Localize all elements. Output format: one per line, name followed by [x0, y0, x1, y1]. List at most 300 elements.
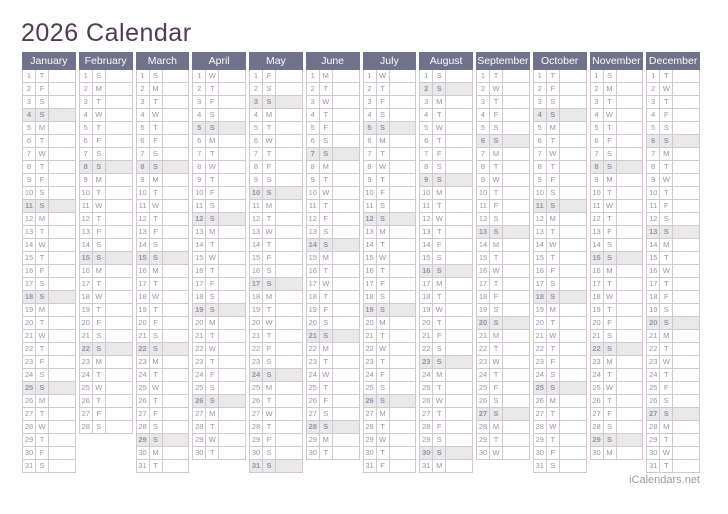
- day-number: 28: [80, 421, 93, 433]
- day-number: 16: [420, 265, 433, 277]
- day-note-cell: [390, 291, 416, 303]
- day-letter: W: [490, 447, 503, 459]
- day-note-cell: [49, 122, 75, 134]
- day-row: [192, 434, 246, 447]
- day-number: 12: [307, 213, 320, 225]
- day-note-cell: [276, 434, 302, 446]
- day-letter: F: [93, 135, 106, 147]
- day-note-cell: [617, 122, 643, 134]
- day-letter: T: [604, 213, 617, 225]
- day-letter: F: [320, 395, 333, 407]
- day-letter: M: [604, 447, 617, 459]
- day-letter: T: [490, 187, 503, 199]
- day-number: 27: [307, 408, 320, 420]
- day-row: [79, 83, 133, 96]
- day-row: [476, 96, 530, 109]
- day-letter: F: [433, 330, 446, 342]
- day-note-cell: [49, 226, 75, 238]
- day-note-cell: [106, 330, 132, 342]
- day-number: 14: [193, 239, 206, 251]
- day-number: 6: [80, 135, 93, 147]
- day-letter: S: [660, 408, 673, 420]
- month-column-december: [646, 52, 700, 473]
- day-note-cell: [219, 122, 245, 134]
- day-letter: T: [660, 252, 673, 264]
- day-row: [590, 109, 644, 122]
- day-note-cell: [390, 70, 416, 82]
- day-row: [533, 330, 587, 343]
- day-number: 14: [307, 239, 320, 251]
- day-row: [22, 460, 76, 473]
- day-number: 8: [250, 161, 263, 173]
- day-letter: T: [433, 408, 446, 420]
- day-note-cell: [390, 252, 416, 264]
- day-row: [306, 265, 360, 278]
- day-row: [136, 200, 190, 213]
- day-letter: S: [150, 330, 163, 342]
- day-row: [419, 278, 473, 291]
- day-row: [136, 161, 190, 174]
- day-number: 3: [307, 96, 320, 108]
- day-letter: T: [320, 447, 333, 459]
- day-note-cell: [617, 187, 643, 199]
- day-note-cell: [49, 356, 75, 368]
- day-letter: W: [150, 291, 163, 303]
- day-number: 27: [477, 408, 490, 420]
- day-row: [590, 187, 644, 200]
- day-letter: T: [490, 369, 503, 381]
- day-note-cell: [106, 252, 132, 264]
- day-number: 4: [80, 109, 93, 121]
- month-header: April: [192, 52, 246, 70]
- day-letter: S: [377, 122, 390, 134]
- day-letter: F: [36, 174, 49, 186]
- day-row: [136, 265, 190, 278]
- day-letter: S: [433, 447, 446, 459]
- day-row: [192, 70, 246, 83]
- day-letter: M: [547, 213, 560, 225]
- day-row: [79, 265, 133, 278]
- day-letter: F: [263, 252, 276, 264]
- month-header: May: [249, 52, 303, 70]
- day-note-cell: [673, 369, 699, 381]
- day-letter: W: [547, 421, 560, 433]
- day-note-cell: [333, 382, 359, 394]
- day-note-cell: [333, 83, 359, 95]
- day-number: 17: [250, 278, 263, 290]
- day-number: 12: [591, 213, 604, 225]
- day-number: 29: [534, 434, 547, 446]
- day-row: [590, 395, 644, 408]
- day-note-cell: [560, 70, 586, 82]
- day-letter: S: [206, 200, 219, 212]
- day-row: [22, 161, 76, 174]
- day-note-cell: [617, 278, 643, 290]
- day-number: 17: [364, 278, 377, 290]
- day-number: 8: [137, 161, 150, 173]
- day-letter: M: [263, 382, 276, 394]
- day-number: 3: [80, 96, 93, 108]
- day-letter: W: [263, 226, 276, 238]
- month-header: June: [306, 52, 360, 70]
- day-note-cell: [673, 421, 699, 433]
- day-row: [79, 317, 133, 330]
- day-row: [22, 265, 76, 278]
- day-letter: S: [263, 96, 276, 108]
- day-letter: T: [604, 304, 617, 316]
- day-row: [22, 96, 76, 109]
- day-row: [363, 317, 417, 330]
- day-note-cell: [503, 148, 529, 160]
- day-note-cell: [163, 213, 189, 225]
- day-letter: F: [604, 317, 617, 329]
- day-number: 10: [591, 187, 604, 199]
- day-letter: T: [547, 226, 560, 238]
- day-number: 12: [647, 213, 660, 225]
- day-row: [590, 200, 644, 213]
- day-note-cell: [673, 291, 699, 303]
- day-letter: F: [433, 421, 446, 433]
- day-letter: T: [547, 252, 560, 264]
- day-letter: T: [36, 317, 49, 329]
- day-row: [192, 421, 246, 434]
- day-note-cell: [446, 226, 472, 238]
- day-note-cell: [219, 135, 245, 147]
- day-note-cell: [106, 70, 132, 82]
- day-letter: T: [660, 434, 673, 446]
- day-row: [419, 122, 473, 135]
- day-note-cell: [163, 291, 189, 303]
- day-note-cell: [560, 174, 586, 186]
- day-row: [79, 382, 133, 395]
- day-row: [363, 434, 417, 447]
- day-row: [590, 213, 644, 226]
- day-number: 24: [364, 369, 377, 381]
- day-number: 18: [80, 291, 93, 303]
- day-row: [306, 226, 360, 239]
- day-number: 21: [307, 330, 320, 342]
- day-note-cell: [333, 96, 359, 108]
- day-row: [646, 356, 700, 369]
- day-row: [419, 135, 473, 148]
- day-letter: S: [377, 304, 390, 316]
- day-note-cell: [333, 278, 359, 290]
- day-letter: W: [150, 200, 163, 212]
- day-letter: S: [490, 317, 503, 329]
- day-letter: F: [377, 369, 390, 381]
- day-note-cell: [163, 278, 189, 290]
- day-note-cell: [276, 122, 302, 134]
- month-column-july: [363, 52, 417, 473]
- day-number: 26: [250, 395, 263, 407]
- day-letter: F: [547, 356, 560, 368]
- day-note-cell: [673, 460, 699, 472]
- day-note-cell: [276, 83, 302, 95]
- day-letter: F: [263, 161, 276, 173]
- day-note-cell: [446, 369, 472, 381]
- day-letter: T: [150, 213, 163, 225]
- day-number: 13: [193, 226, 206, 238]
- day-note-cell: [446, 252, 472, 264]
- day-note-cell: [446, 356, 472, 368]
- day-number: 17: [307, 278, 320, 290]
- day-note-cell: [560, 460, 586, 472]
- day-number: 6: [193, 135, 206, 147]
- day-note-cell: [333, 356, 359, 368]
- day-note-cell: [219, 109, 245, 121]
- day-number: 30: [23, 447, 36, 459]
- day-note-cell: [503, 239, 529, 251]
- day-number: 12: [23, 213, 36, 225]
- day-letter: S: [604, 148, 617, 160]
- day-row: [476, 226, 530, 239]
- day-row: [476, 395, 530, 408]
- day-number: 17: [647, 278, 660, 290]
- month-column-may: [249, 52, 303, 473]
- day-letter: T: [206, 148, 219, 160]
- day-number: 16: [364, 265, 377, 277]
- day-note-cell: [390, 83, 416, 95]
- day-letter: M: [320, 70, 333, 82]
- day-row: [306, 239, 360, 252]
- day-row: [476, 213, 530, 226]
- day-number: 12: [137, 213, 150, 225]
- day-note-cell: [276, 213, 302, 225]
- day-row: [533, 304, 587, 317]
- day-note-cell: [276, 330, 302, 342]
- day-note-cell: [106, 226, 132, 238]
- day-row: [79, 187, 133, 200]
- day-row: [249, 161, 303, 174]
- day-number: 9: [477, 174, 490, 186]
- day-row: [646, 421, 700, 434]
- day-row: [419, 148, 473, 161]
- day-note-cell: [163, 382, 189, 394]
- day-row: [590, 226, 644, 239]
- day-number: 13: [591, 226, 604, 238]
- day-row: [533, 239, 587, 252]
- day-letter: W: [604, 382, 617, 394]
- day-row: [79, 343, 133, 356]
- day-row: [363, 187, 417, 200]
- day-letter: T: [320, 200, 333, 212]
- day-row: [22, 187, 76, 200]
- day-note-cell: [446, 408, 472, 420]
- day-number: 27: [364, 408, 377, 420]
- month-header: January: [22, 52, 76, 70]
- day-letter: T: [150, 304, 163, 316]
- day-number: 2: [193, 83, 206, 95]
- day-number: 26: [591, 395, 604, 407]
- day-letter: T: [206, 421, 219, 433]
- day-letter: F: [93, 317, 106, 329]
- day-letter: S: [433, 343, 446, 355]
- day-number: 11: [534, 200, 547, 212]
- day-row: [533, 369, 587, 382]
- day-number: 10: [23, 187, 36, 199]
- day-number: 12: [477, 213, 490, 225]
- day-number: 14: [534, 239, 547, 251]
- day-note-cell: [49, 200, 75, 212]
- day-letter: T: [433, 135, 446, 147]
- day-letter: T: [660, 278, 673, 290]
- day-row: [136, 226, 190, 239]
- day-row: [476, 265, 530, 278]
- day-row: [136, 382, 190, 395]
- day-letter: S: [547, 382, 560, 394]
- day-number: 6: [250, 135, 263, 147]
- day-letter: F: [660, 200, 673, 212]
- day-note-cell: [333, 434, 359, 446]
- day-note-cell: [49, 343, 75, 355]
- day-note-cell: [390, 343, 416, 355]
- day-number: 21: [137, 330, 150, 342]
- day-letter: T: [547, 408, 560, 420]
- day-number: 11: [420, 200, 433, 212]
- day-row: [192, 239, 246, 252]
- month-header: March: [136, 52, 190, 70]
- day-note-cell: [219, 174, 245, 186]
- day-letter: W: [263, 135, 276, 147]
- day-note-cell: [219, 304, 245, 316]
- day-note-cell: [673, 109, 699, 121]
- day-row: [419, 70, 473, 83]
- day-number: 2: [420, 83, 433, 95]
- day-row: [533, 395, 587, 408]
- day-letter: T: [206, 447, 219, 459]
- day-number: 29: [250, 434, 263, 446]
- day-row: [419, 187, 473, 200]
- day-number: 8: [307, 161, 320, 173]
- day-letter: T: [263, 239, 276, 251]
- day-letter: S: [320, 408, 333, 420]
- day-number: 1: [137, 70, 150, 82]
- day-number: 9: [591, 174, 604, 186]
- day-note-cell: [446, 382, 472, 394]
- day-row: [646, 382, 700, 395]
- day-row: [192, 174, 246, 187]
- day-number: 29: [364, 434, 377, 446]
- day-row: [136, 447, 190, 460]
- footer-brand-link[interactable]: iCalendars.net: [629, 474, 700, 486]
- day-row: [363, 291, 417, 304]
- day-letter: S: [433, 356, 446, 368]
- day-row: [419, 213, 473, 226]
- day-note-cell: [673, 265, 699, 277]
- day-letter: T: [36, 343, 49, 355]
- day-letter: W: [547, 148, 560, 160]
- day-note-cell: [333, 330, 359, 342]
- day-letter: T: [36, 70, 49, 82]
- month-column-november: [590, 52, 644, 460]
- day-note-cell: [163, 434, 189, 446]
- day-note-cell: [219, 382, 245, 394]
- day-note-cell: [219, 356, 245, 368]
- day-note-cell: [503, 291, 529, 303]
- day-note-cell: [333, 239, 359, 251]
- day-letter: M: [490, 421, 503, 433]
- day-number: 11: [647, 200, 660, 212]
- day-note-cell: [446, 434, 472, 446]
- day-number: 1: [534, 70, 547, 82]
- day-note-cell: [106, 122, 132, 134]
- day-letter: T: [377, 148, 390, 160]
- day-letter: W: [433, 395, 446, 407]
- day-note-cell: [390, 187, 416, 199]
- day-letter: T: [320, 109, 333, 121]
- day-note-cell: [503, 161, 529, 173]
- day-note-cell: [390, 278, 416, 290]
- day-note-cell: [276, 96, 302, 108]
- day-note-cell: [560, 148, 586, 160]
- day-row: [419, 382, 473, 395]
- day-letter: T: [36, 226, 49, 238]
- day-row: [136, 278, 190, 291]
- day-number: 25: [80, 382, 93, 394]
- day-letter: W: [377, 161, 390, 173]
- day-note-cell: [49, 109, 75, 121]
- day-row: [363, 304, 417, 317]
- day-row: [590, 174, 644, 187]
- day-note-cell: [390, 135, 416, 147]
- day-note-cell: [673, 226, 699, 238]
- day-note-cell: [673, 96, 699, 108]
- day-letter: S: [93, 239, 106, 251]
- day-note-cell: [503, 408, 529, 420]
- day-letter: S: [206, 109, 219, 121]
- day-letter: T: [377, 421, 390, 433]
- day-number: 30: [250, 447, 263, 459]
- day-number: 11: [80, 200, 93, 212]
- day-letter: W: [36, 421, 49, 433]
- day-note-cell: [560, 278, 586, 290]
- day-letter: F: [547, 174, 560, 186]
- day-note-cell: [446, 395, 472, 407]
- day-number: 23: [647, 356, 660, 368]
- day-letter: T: [150, 395, 163, 407]
- day-note-cell: [333, 213, 359, 225]
- day-note-cell: [446, 265, 472, 277]
- day-number: 8: [534, 161, 547, 173]
- day-letter: W: [377, 343, 390, 355]
- day-number: 18: [137, 291, 150, 303]
- day-number: 15: [420, 252, 433, 264]
- day-letter: S: [320, 135, 333, 147]
- day-row: [136, 122, 190, 135]
- day-letter: W: [320, 96, 333, 108]
- day-letter: T: [36, 161, 49, 173]
- day-number: 2: [23, 83, 36, 95]
- day-number: 21: [193, 330, 206, 342]
- day-number: 19: [137, 304, 150, 316]
- day-letter: S: [660, 226, 673, 238]
- day-note-cell: [503, 252, 529, 264]
- day-row: [192, 265, 246, 278]
- day-row: [79, 330, 133, 343]
- day-number: 5: [137, 122, 150, 134]
- day-note-cell: [390, 356, 416, 368]
- day-row: [476, 70, 530, 83]
- day-row: [136, 421, 190, 434]
- day-row: [249, 239, 303, 252]
- day-row: [363, 447, 417, 460]
- day-note-cell: [106, 239, 132, 251]
- day-note-cell: [673, 83, 699, 95]
- day-number: 2: [80, 83, 93, 95]
- day-row: [306, 369, 360, 382]
- day-number: 27: [250, 408, 263, 420]
- day-row: [192, 291, 246, 304]
